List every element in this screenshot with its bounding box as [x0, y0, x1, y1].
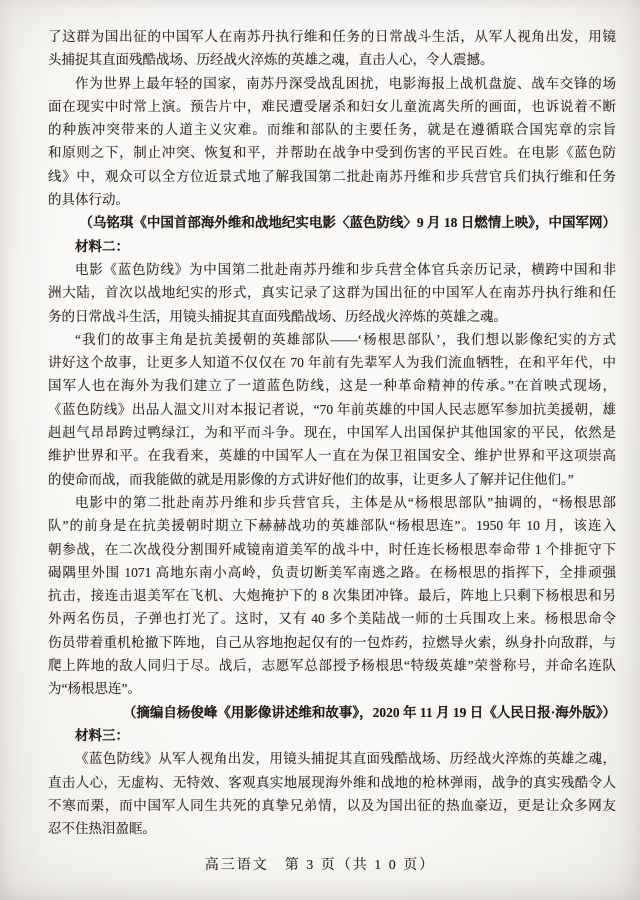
paragraph — [48, 747, 616, 840]
text-line: 洲大陆，首次以战地纪实的形式，真实记录了这群为国出征的中国军人在南苏丹执行维和任 — [48, 285, 616, 301]
paragraph — [48, 235, 616, 258]
text-line: “我们的故事主角是抗美援朝的英雄部队——‘杨根思部队’，我们想以影像纪实的方式 — [75, 331, 616, 347]
text-line: 直击人心，无虚构、无特效、客观真实地展现海外维和战地的枪林弹雨，战争的真实残酷令人 — [48, 774, 616, 790]
text-line: 电影《蓝色防线》为中国第二批赴南苏丹维和步兵营全体官兵亲历记录，横跨中国和非 — [75, 261, 616, 277]
text-line: 线》中，观众可以全方位近景式地了解我国第二批赴南苏丹维和步兵营官兵们执行维和任务 — [48, 168, 616, 184]
text-line: 抗击，接连击退美军在飞机、大炮掩护下的 8 次集团冲锋。最后，阵地上只剩下杨根思和另 — [48, 588, 616, 604]
text-line: 不寒而栗，而中国军人同生共死的真挚兄弟情，以及为国出征的热血豪迈，更是让众多网友 — [48, 797, 616, 813]
text-line: 忍不住热泪盈眶。 — [48, 821, 156, 837]
text-line: 外两名伤员，子弹也打光了。这时，又有 40 多个美陆战一师的士兵围攻上来。杨根思命令 — [48, 611, 616, 627]
text-line: 朝参战，在二次战役分割围歼咸镜南道美军的战斗中，时任连长杨根思奉命带 1 个排扼守下 — [48, 541, 616, 557]
text-line: 国军人也在海外为我们建立了一道蓝色防线，这是一种革命精神的传承。”在首映式现场， — [48, 378, 616, 394]
paragraph — [48, 491, 616, 701]
text-line: 《蓝色防线》出品人温文川对本报记者说，“70 年前英雄的中国人民志愿军参加抗美援朝，雄 — [48, 401, 616, 417]
text-line: 和原则之下，制止冲突、恢复和平，并帮助在战争中受到伤害的平民百姓。在电影《蓝色防 — [48, 145, 616, 161]
text-line: 的使命而战，而我能做的就是用影像的方式讲好他们的故事，让更多人了解并记住他们。” — [48, 471, 574, 487]
paragraph — [48, 211, 616, 234]
text-line: 了这群为国出征的中国军人在南苏丹执行维和任务的日常战斗生活，从军人视角出发，用镜 — [48, 29, 616, 44]
paragraph — [48, 724, 616, 747]
text-line: 维护世界和平。在我看来，英雄的中国军人一直在为保卫祖国安全、维护世界和平这项崇高 — [48, 448, 616, 464]
text-line: 碣隅里外围 1071 高地东南小高岭，负责切断美军南逃之路。在杨根思的指挥下，全排顽强 — [48, 564, 616, 580]
material-2-heading: 材料二： — [75, 238, 129, 254]
text-line: 的种族冲突带来的人道主义灾难。而维和部队的主要任务，就是在遵循联合国宪章的宗旨 — [48, 122, 616, 138]
citation-line: （摘编自杨俊峰《用影像讲述维和故事》，2020 年 11 月 19 日《人民日报·海外版》） — [122, 704, 616, 720]
material-3-heading: 材料三： — [75, 727, 129, 743]
paragraph — [48, 25, 616, 72]
text-line: 讲好这个故事，让更多人知道不仅仅在 70 年前有先辈军人为我们流血牺牲，在和平年代，中 — [48, 355, 616, 371]
text-line: 面在现实中时常上演。预告片中，难民遭受屠杀和妇女儿童流离失所的画面，也诉说着不断 — [48, 98, 616, 114]
text-line: 队”的前身是在抗美援朝时期立下赫赫战功的英雄部队“杨根思连”。1950 年 10 月，该连入 — [48, 518, 616, 534]
paragraph — [48, 701, 616, 724]
text-line: 务的日常战斗生活，用镜头捕捉其直面残酷战场、历经战火淬炼的英雄之魂。 — [48, 308, 507, 324]
document-body — [48, 25, 616, 840]
text-line: 作为世界上最年轻的国家，南苏丹深受战乱困扰，电影海报上战机盘旋、战车交锋的场 — [75, 75, 616, 91]
text-line: 赳赳气昂昂跨过鸭绿江，为和平而斗争。现在，中国军人出国保护其他国家的平民，依然是 — [48, 425, 616, 441]
text-line: 伤员带着重机枪撤下阵地，自己从容地抱起仅有的一包炸药，拉燃导火索，纵身扑向敌群，与 — [48, 634, 616, 650]
citation-line: （乌铭琪《中国首部海外维和战地纪实电影〈蓝色防线〉9 月 18 日燃情上映》，中国军网） — [79, 215, 616, 231]
text-line: 《蓝色防线》从军人视角出发，用镜头捕捉其直面残酷战场、历经战火淬炼的英雄之魂， — [75, 751, 616, 767]
paragraph — [48, 72, 616, 212]
text-line: 电影中的第二批赴南苏丹维和步兵营官兵，主体是从“杨根思部队”抽调的，“杨根思部 — [75, 494, 616, 510]
paragraph — [48, 258, 616, 328]
page-footer: 高三语文 第 3 页（共 1 0 页） — [204, 858, 436, 873]
paragraph — [48, 328, 616, 491]
text-line: 为“杨根思连”。 — [48, 681, 141, 697]
text-line: 头捕捉其直面残酷战场、历经战火淬炼的英雄之魂，直击人心，令人震撼。 — [48, 52, 494, 68]
text-line: 的具体行动。 — [48, 192, 129, 208]
text-line: 爬上阵地的敌人同归于尽。战后，志愿军总部授予杨根思“特级英雄”荣誉称号，并命名连队 — [48, 658, 616, 674]
